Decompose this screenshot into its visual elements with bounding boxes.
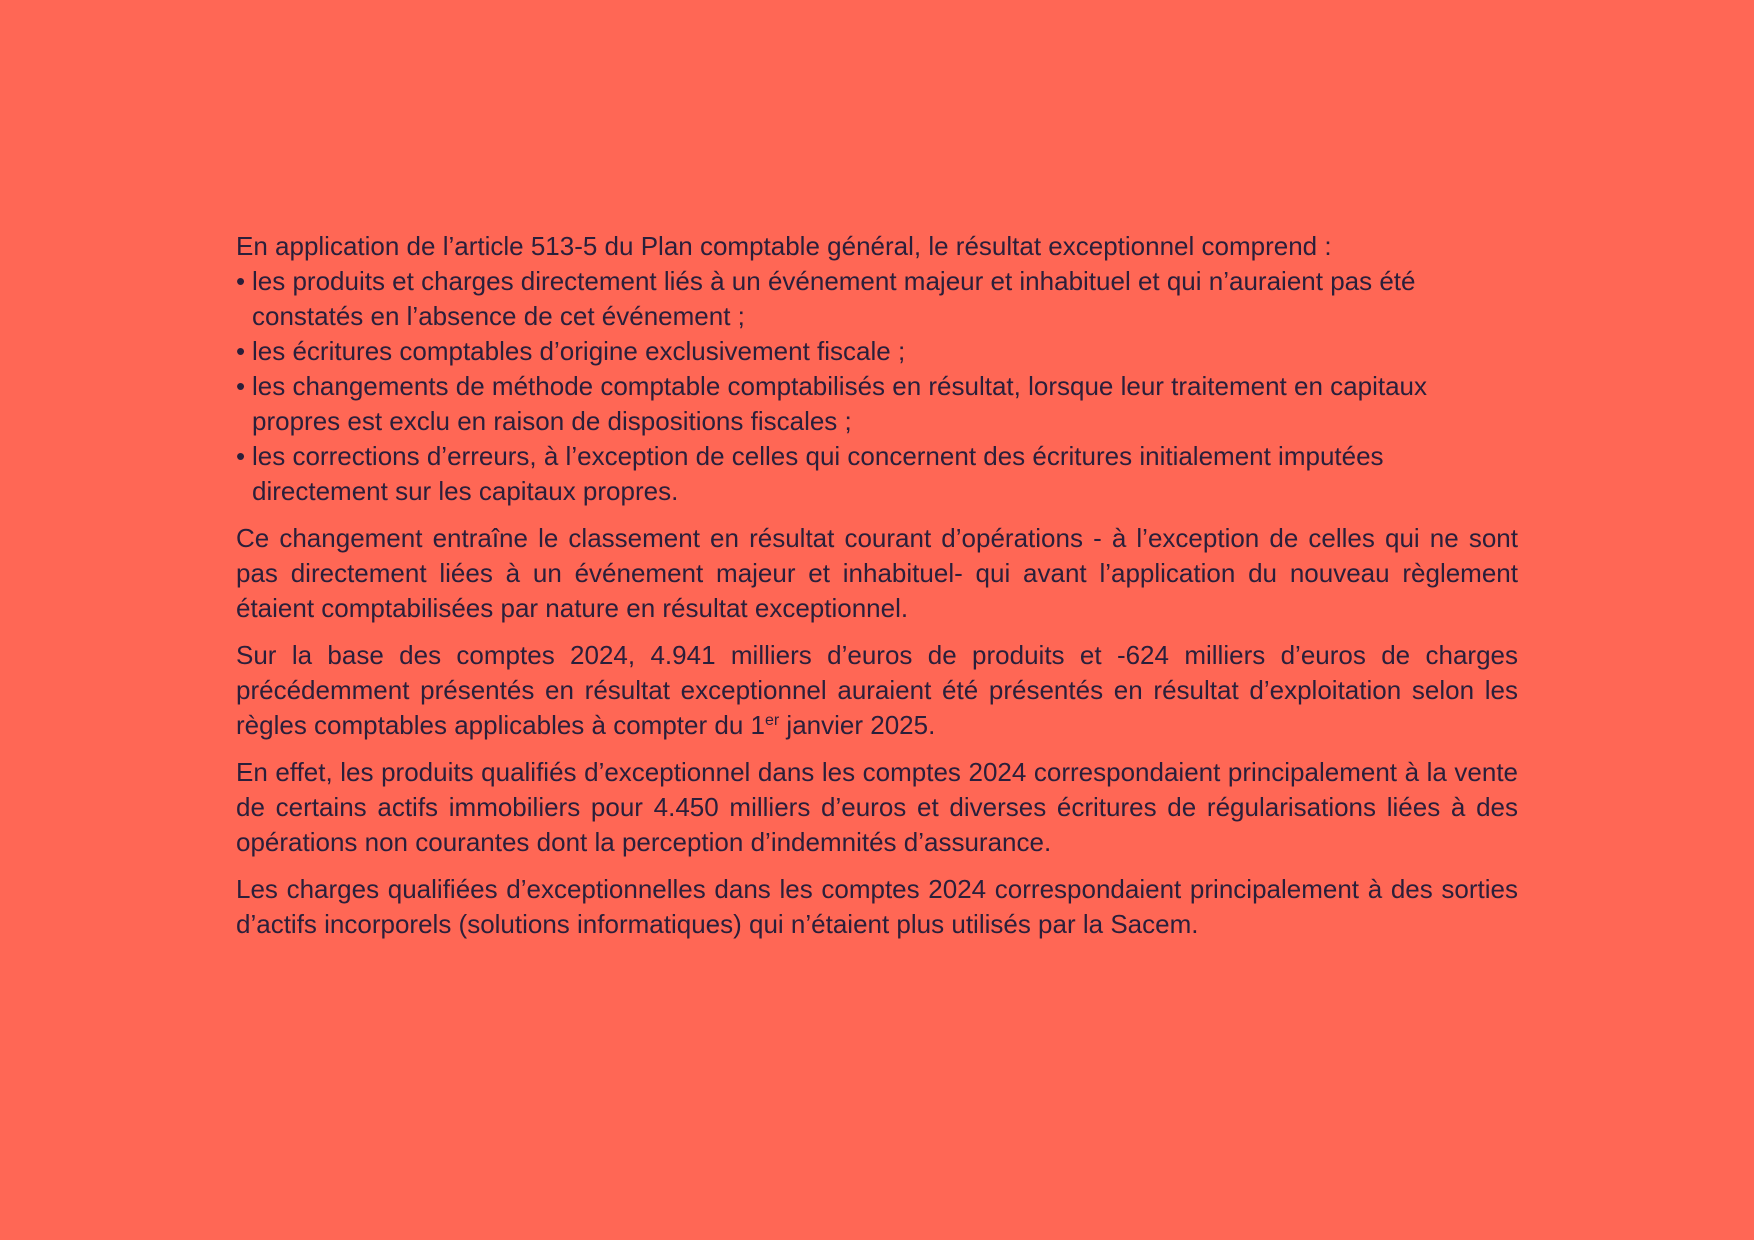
- list-item-text: les changements de méthode comptable comptabilisés en résultat, lorsque leur traitement en capitaux propres est exclu en raison de dispositions fiscales ;: [252, 371, 1427, 436]
- paragraph-exceptional-charges: Les charges qualifiées d’exceptionnelles dans les comptes 2024 correspondaient principalement à des sorties d’actifs incorporels (solutions informatiques) qui n’étaient plus utilisés par la Sacem.: [236, 874, 1518, 939]
- intro-paragraph: En application de l’article 513-5 du Plan comptable général, le résultat exceptionnel comprend :: [236, 231, 1332, 261]
- list-item: [236, 369, 1518, 439]
- bullet-icon: •: [236, 336, 246, 366]
- list-item-text: les produits et charges directement liés à un événement majeur et inhabituel et qui n’auraient pas été constatés en l’absence de cet événement ;: [252, 266, 1416, 331]
- text-block: [236, 229, 1518, 942]
- list-item: [236, 439, 1518, 509]
- bullet-icon: •: [236, 266, 246, 296]
- paragraph-classification-change: Ce changement entraîne le classement en résultat courant d’opérations - à l’exception de celles qui ne sont pas directement liées à un événement majeur et inhabituel- qui avant l’application du nouveau règlement étaient comptabilisées par nature en résultat exceptionnel.: [236, 523, 1518, 623]
- list-item-text: les corrections d’erreurs, à l’exception de celles qui concernent des écritures initialement imputées directement sur les capitaux propres.: [252, 441, 1384, 506]
- bullet-list: [236, 264, 1518, 509]
- bullet-icon: •: [236, 371, 246, 401]
- bullet-icon: •: [236, 441, 246, 471]
- ordinal-superscript: er: [764, 712, 780, 729]
- list-item: [236, 264, 1518, 334]
- paragraph-exceptional-income: En effet, les produits qualifiés d’exceptionnel dans les comptes 2024 correspondaient principalement à la vente de certains actifs immobiliers pour 4.450 milliers d’euros et diverses écritures de régularisations liées à des opérations non courantes dont la perception d’indemnités d’assurance.: [236, 757, 1518, 857]
- paragraph-2024-figures-text: Sur la base des comptes 2024, 4.941 milliers d’euros de produits et -624 milliers d’euros de charges précédemment présentés en résultat exceptionnel auraient été présentés en résultat d’exploitation selon les règles comptables applicables à compter du 1: [236, 640, 1518, 740]
- list-item: [236, 334, 1518, 369]
- list-item-text: les écritures comptables d’origine exclusivement fiscale ;: [252, 336, 906, 366]
- paragraph-2024-figures-end: janvier 2025.: [779, 710, 936, 740]
- paragraph-2024-figures: [236, 638, 1518, 743]
